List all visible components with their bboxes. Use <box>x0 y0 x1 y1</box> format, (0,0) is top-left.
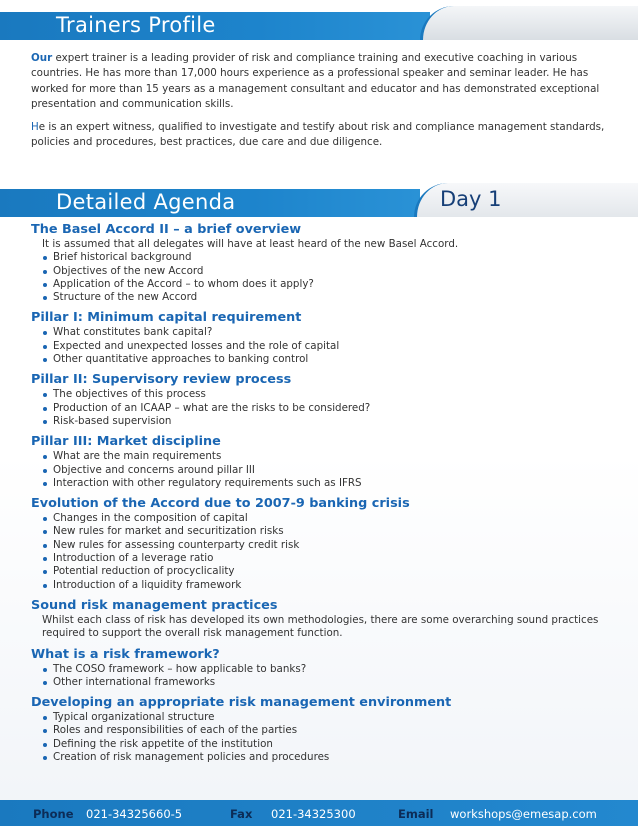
email-label: Email <box>398 807 434 821</box>
bullet-item: Brief historical background <box>42 251 611 264</box>
fax-number: 021-34325300 <box>271 807 356 821</box>
bullet-list <box>31 450 611 490</box>
bullet-item: Expected and unexpected losses and the role of capital <box>42 340 611 353</box>
bullet-list <box>31 251 611 304</box>
day-label: Day 1 <box>440 187 502 211</box>
profile-lead-letter: H <box>31 121 39 133</box>
bullet-item: Other quantitative approaches to banking control <box>42 353 611 366</box>
agenda-section <box>31 371 611 428</box>
section-title: Pillar I: Minimum capital requirement <box>31 310 302 326</box>
bullet-item: Changes in the composition of capital <box>42 512 611 525</box>
section-title: Pillar III: Market discipline <box>31 434 221 450</box>
trainers-profile-title: Trainers Profile <box>56 13 216 37</box>
bullet-item: Objective and concerns around pillar III <box>42 464 611 477</box>
profile-paragraph-2 <box>31 120 611 151</box>
agenda-title: Detailed Agenda <box>56 190 236 214</box>
section-title: Evolution of the Accord due to 2007-9 banking crisis <box>31 496 410 512</box>
profile-text-1: expert trainer is a leading provider of risk and compliance training and executive coaching in various countries. He has more than 17,000 hours experience as a professional speaker and seminar leader. He has worked for more than 15 years as a management consultant and educator and has demonstrated exceptional presentation and communication skills. <box>31 52 600 110</box>
bullet-item: Introduction of a leverage ratio <box>42 552 611 565</box>
bullet-list <box>31 711 611 764</box>
agenda-banner <box>0 183 638 217</box>
agenda-section <box>31 309 611 366</box>
agenda-section <box>31 221 611 304</box>
section-intro: Whilst each class of risk has developed its own methodologies, there are some overarching sound practices required to support the overall risk management function. <box>42 613 599 640</box>
profile-paragraph-1 <box>31 51 611 112</box>
contact-footer <box>0 800 638 826</box>
bullet-item: Interaction with other regulatory requirements such as IFRS <box>42 477 611 490</box>
trainers-profile-banner <box>0 6 638 40</box>
banner-swoosh <box>420 6 638 40</box>
profile-lead-word: Our <box>31 52 53 64</box>
bullet-item: The objectives of this process <box>42 388 611 401</box>
phone-number: 021-34325660-5 <box>86 807 183 821</box>
bullet-item: Roles and responsibilities of each of the parties <box>42 724 611 737</box>
fax-label: Fax <box>230 807 253 821</box>
section-title: What is a risk framework? <box>31 646 220 662</box>
section-title: The Basel Accord II – a brief overview <box>31 222 302 237</box>
agenda-section <box>31 495 611 592</box>
section-title: Pillar II: Supervisory review process <box>31 372 292 388</box>
bullet-item: New rules for assessing counterparty credit risk <box>42 539 611 552</box>
section-intro: It is assumed that all delegates will have at least heard of the new Basel Accord. <box>42 238 459 250</box>
bullet-list <box>31 512 611 592</box>
bullet-item: Typical organizational structure <box>42 711 611 724</box>
bullet-item: Structure of the new Accord <box>42 291 611 304</box>
bullet-item: Other international frameworks <box>42 676 611 689</box>
bullet-list <box>31 326 611 366</box>
bullet-item: New rules for market and securitization risks <box>42 525 611 538</box>
bullet-item: Introduction of a liquidity framework <box>42 579 611 592</box>
bullet-item: Production of an ICAAP – what are the risks to be considered? <box>42 402 611 415</box>
agenda-section <box>31 597 611 641</box>
bullet-item: What constitutes bank capital? <box>42 326 611 339</box>
agenda-list <box>31 221 611 769</box>
agenda-section <box>31 646 611 690</box>
bullet-item: Potential reduction of procyclicality <box>42 565 611 578</box>
bullet-list <box>31 663 611 690</box>
section-title: Developing an appropriate risk management environment <box>31 695 452 711</box>
phone-label: Phone <box>33 807 74 821</box>
profile-text-2: e is an expert witness, qualified to investigate and testify about risk and compliance management standards, policies and procedures, best practices, due care and due diligence. <box>31 121 605 149</box>
section-title: Sound risk management practices <box>31 597 278 613</box>
bullet-item: The COSO framework – how applicable to banks? <box>42 663 611 676</box>
bullet-list <box>31 388 611 428</box>
email-address[interactable]: workshops@emesap.com <box>450 807 597 821</box>
bullet-item: What are the main requirements <box>42 450 611 463</box>
bullet-item: Objectives of the new Accord <box>42 265 611 278</box>
bullet-item: Application of the Accord – to whom does it apply? <box>42 278 611 291</box>
agenda-section <box>31 433 611 490</box>
bullet-item: Risk-based supervision <box>42 415 611 428</box>
agenda-section <box>31 694 611 764</box>
bullet-item: Creation of risk management policies and procedures <box>42 751 611 764</box>
bullet-item: Defining the risk appetite of the institution <box>42 738 611 751</box>
